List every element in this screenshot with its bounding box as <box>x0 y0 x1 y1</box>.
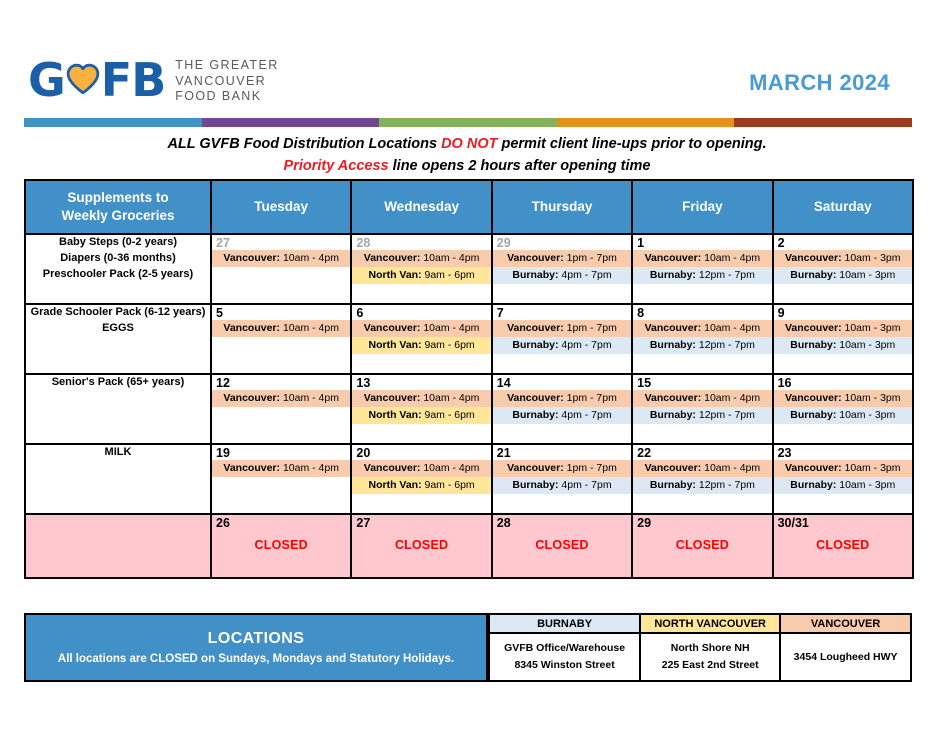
column-header-saturday: Saturday <box>773 180 913 234</box>
event-location: Burnaby: <box>649 479 699 492</box>
event-location: Burnaby: <box>790 409 840 422</box>
distribution-event <box>633 407 771 424</box>
supplement-line: Diapers (0-36 months) <box>60 251 176 264</box>
calendar-day-cell-closed[interactable] <box>351 514 491 578</box>
event-time: 10am - 4pm <box>282 322 339 335</box>
event-time: 9am - 6pm <box>424 409 475 422</box>
location-header-northvan: NORTH VANCOUVER <box>640 614 780 633</box>
event-location: North Van: <box>368 409 425 422</box>
column-header-friday: Friday <box>632 180 772 234</box>
event-time: 10am - 4pm <box>282 252 339 265</box>
event-time: 4pm - 7pm <box>561 339 612 352</box>
locations-banner-subtitle: All locations are CLOSED on Sundays, Mondays and Statutory Holidays. <box>57 653 455 665</box>
locations-address-row <box>489 633 911 681</box>
calendar-day-cell[interactable] <box>211 234 351 304</box>
calendar-day-cell[interactable] <box>492 374 632 444</box>
event-time: 9am - 6pm <box>424 269 475 282</box>
distribution-event <box>352 390 490 407</box>
distribution-event <box>633 477 771 494</box>
gvfb-logo <box>28 53 279 108</box>
day-number: 27 <box>356 516 371 530</box>
supplement-line: Senior's Pack (65+ years) <box>51 376 185 388</box>
event-location: Vancouver: <box>223 392 283 405</box>
locations-header-row <box>489 614 911 633</box>
distribution-event <box>774 250 912 267</box>
event-location: Vancouver: <box>784 392 845 405</box>
distribution-event <box>493 460 631 477</box>
event-time: 12pm - 7pm <box>698 409 755 422</box>
event-location: Burnaby: <box>790 479 840 492</box>
status-badge: CLOSED <box>535 538 589 553</box>
event-time: 4pm - 7pm <box>561 409 612 422</box>
event-location: Burnaby: <box>649 339 699 352</box>
color-bar-segment-3 <box>379 118 557 127</box>
logo-subtitle <box>175 56 278 105</box>
event-location: Vancouver: <box>784 252 845 265</box>
event-time: 10am - 3pm <box>839 409 896 422</box>
calendar-week-row <box>25 304 913 374</box>
calendar-day-cell[interactable] <box>211 374 351 444</box>
distribution-event <box>352 337 490 354</box>
supplement-line: EGGS <box>102 321 134 334</box>
status-badge: CLOSED <box>254 538 308 553</box>
event-location: Vancouver: <box>223 462 283 475</box>
notice-line-2-part-2: line opens 2 hours after opening time <box>388 158 651 175</box>
distribution-event <box>352 250 490 267</box>
calendar-day-cell[interactable] <box>773 234 913 304</box>
calendar-closed-row <box>25 514 913 578</box>
event-time: 10am - 3pm <box>844 252 901 265</box>
logo-subtitle-line-3: FOOD BANK <box>175 89 262 104</box>
event-time: 9am - 6pm <box>424 339 475 352</box>
calendar-week-row <box>25 444 913 514</box>
event-location: North Van: <box>368 479 425 492</box>
event-location: Burnaby: <box>790 269 840 282</box>
calendar-day-cell[interactable] <box>492 234 632 304</box>
column-header-wednesday: Wednesday <box>351 180 491 234</box>
distribution-event <box>774 267 912 284</box>
calendar-day-cell[interactable] <box>351 374 491 444</box>
event-location: Burnaby: <box>512 269 562 282</box>
event-time: 9am - 6pm <box>424 479 475 492</box>
calendar-body <box>25 234 913 578</box>
calendar-day-cell[interactable] <box>351 444 491 514</box>
location-header-vancouver: VANCOUVER <box>780 614 911 633</box>
color-bar-segment-4 <box>557 118 735 127</box>
page-title: MARCH 2024 <box>749 70 890 95</box>
event-time: 10am - 3pm <box>839 339 896 352</box>
locations-table <box>488 613 912 682</box>
event-location: Vancouver: <box>644 322 705 335</box>
calendar-day-cell[interactable] <box>773 374 913 444</box>
distribution-event <box>352 320 490 337</box>
event-location: Burnaby: <box>649 269 699 282</box>
event-location: Burnaby: <box>790 339 840 352</box>
event-location: North Van: <box>368 339 425 352</box>
event-location: Vancouver: <box>507 392 567 405</box>
distribution-event <box>352 460 490 477</box>
event-location: Vancouver: <box>223 322 283 335</box>
locations-footer <box>24 613 912 682</box>
location-header-burnaby: BURNABY <box>489 614 640 633</box>
column-header-tuesday: Tuesday <box>211 180 351 234</box>
locations-banner-title: LOCATIONS <box>207 630 305 647</box>
color-bar-segment-1 <box>24 118 202 127</box>
address-line-1: North Shore NH <box>670 642 750 655</box>
supplement-cell <box>25 444 211 514</box>
distribution-event <box>352 407 490 424</box>
notice-line-1-part-1: ALL GVFB Food Distribution Locations <box>167 136 442 152</box>
day-number: 21 <box>496 446 511 460</box>
event-time: 1pm - 7pm <box>566 252 617 265</box>
color-bar-segment-5 <box>734 118 912 127</box>
day-number: 20 <box>356 446 371 460</box>
supplement-cell <box>25 234 211 304</box>
event-time: 1pm - 7pm <box>566 322 617 335</box>
column-header-thursday: Thursday <box>492 180 632 234</box>
distribution-event <box>493 267 631 284</box>
calendar-week-row <box>25 234 913 304</box>
supplement-line: Preschooler Pack (2-5 years) <box>42 267 194 280</box>
distribution-event <box>774 320 912 337</box>
day-number: 5 <box>216 306 223 320</box>
event-time: 12pm - 7pm <box>698 479 755 492</box>
event-time: 10am - 4pm <box>704 462 761 475</box>
day-number: 27 <box>216 236 230 250</box>
event-location: Vancouver: <box>644 252 705 265</box>
distribution-event <box>774 337 912 354</box>
day-number: 26 <box>216 516 230 530</box>
day-number: 6 <box>356 306 364 320</box>
event-time: 10am - 4pm <box>423 462 480 475</box>
day-number: 15 <box>637 376 652 390</box>
distribution-event <box>493 320 631 337</box>
distribution-event <box>212 460 350 477</box>
supplement-cell-empty <box>25 514 211 578</box>
event-location: Vancouver: <box>363 392 424 405</box>
distribution-event <box>774 477 912 494</box>
distribution-event <box>633 267 771 284</box>
address-line-1: 3454 Lougheed HWY <box>793 650 898 663</box>
location-address-northvan <box>640 633 780 681</box>
supplement-line: MILK <box>104 446 132 458</box>
event-location: Vancouver: <box>507 252 567 265</box>
event-time: 1pm - 7pm <box>566 462 617 475</box>
event-time: 10am - 3pm <box>839 479 896 492</box>
calendar-day-cell-closed[interactable] <box>632 514 772 578</box>
distribution-event <box>352 477 490 494</box>
event-time: 10am - 3pm <box>844 392 901 405</box>
status-badge: CLOSED <box>675 538 730 553</box>
logo-subtitle-line-2: VANCOUVER <box>175 73 267 88</box>
calendar-day-cell[interactable] <box>492 444 632 514</box>
supplement-line: Grade Schooler Pack (6-12 years) <box>30 306 206 318</box>
event-time: 10am - 4pm <box>282 392 339 405</box>
calendar-day-cell[interactable] <box>211 444 351 514</box>
distribution-event <box>493 390 631 407</box>
logo-subtitle-line-1: THE GREATER <box>175 58 279 72</box>
day-number: 29 <box>496 236 511 250</box>
calendar-day-cell[interactable] <box>632 374 772 444</box>
column-header-supplements <box>25 180 211 234</box>
day-number: 2 <box>777 236 785 250</box>
day-number: 13 <box>356 376 371 390</box>
event-location: North Van: <box>368 269 425 282</box>
logo-letter-g: G <box>28 53 65 108</box>
distribution-event <box>774 407 912 424</box>
color-bar-segment-2 <box>202 118 380 127</box>
calendar-table <box>24 179 914 579</box>
calendar-day-cell[interactable] <box>632 234 772 304</box>
distribution-event <box>212 320 350 337</box>
calendar-day-cell-closed[interactable] <box>211 514 351 578</box>
day-number: 14 <box>496 376 511 390</box>
event-location: Vancouver: <box>784 322 845 335</box>
event-location: Vancouver: <box>644 462 705 475</box>
distribution-event <box>493 250 631 267</box>
address-line-2: 225 East 2nd Street <box>661 659 759 671</box>
distribution-event <box>493 407 631 424</box>
locations-banner <box>24 613 488 682</box>
brand-color-bar <box>24 118 912 127</box>
calendar-day-cell-closed[interactable] <box>773 514 913 578</box>
event-time: 12pm - 7pm <box>698 269 755 282</box>
address-line-1: GVFB Office/Warehouse <box>504 642 626 655</box>
event-time: 4pm - 7pm <box>561 269 612 282</box>
event-time: 10am - 3pm <box>839 269 896 282</box>
distribution-event <box>633 337 771 354</box>
event-location: Vancouver: <box>644 392 705 405</box>
day-number: 28 <box>496 516 511 530</box>
supplements-head-line-2: Weekly Groceries <box>61 208 175 223</box>
notice-do-not: DO NOT <box>441 136 498 152</box>
event-time: 10am - 4pm <box>423 392 480 405</box>
event-time: 12pm - 7pm <box>698 339 755 352</box>
event-location: Vancouver: <box>363 252 424 265</box>
day-number: 7 <box>496 306 504 320</box>
calendar-day-cell[interactable] <box>351 234 491 304</box>
event-location: Burnaby: <box>649 409 699 422</box>
distribution-event <box>633 390 771 407</box>
distribution-event <box>352 267 490 284</box>
event-location: Vancouver: <box>507 322 567 335</box>
calendar-day-cell[interactable] <box>211 304 351 374</box>
supplements-head-line-1: Supplements to <box>67 189 169 205</box>
logo-letters-fb: FB <box>100 53 166 108</box>
event-time: 10am - 4pm <box>704 322 761 335</box>
supplement-cell <box>25 304 211 374</box>
distribution-event <box>633 250 771 267</box>
distribution-event <box>774 460 912 477</box>
event-time: 10am - 4pm <box>282 462 339 475</box>
location-address-vancouver <box>780 633 911 681</box>
calendar-day-cell[interactable] <box>632 304 772 374</box>
event-time: 10am - 4pm <box>423 322 480 335</box>
notice-line-2 <box>0 155 934 177</box>
distribution-event <box>633 460 771 477</box>
day-number: 9 <box>777 306 785 320</box>
calendar-day-cell-closed[interactable] <box>492 514 632 578</box>
distribution-event <box>212 390 350 407</box>
notice-line-1 <box>0 133 934 155</box>
day-number: 16 <box>777 376 792 390</box>
event-location: Burnaby: <box>512 339 562 352</box>
day-number: 28 <box>356 236 371 250</box>
event-location: Vancouver: <box>363 322 424 335</box>
calendar-week-row <box>25 374 913 444</box>
day-number: 29 <box>637 516 652 530</box>
calendar-day-cell[interactable] <box>632 444 772 514</box>
event-location: Burnaby: <box>512 409 562 422</box>
day-number: 23 <box>777 446 792 460</box>
heart-icon <box>66 62 100 96</box>
event-location: Vancouver: <box>507 462 567 475</box>
event-location: Burnaby: <box>512 479 562 492</box>
distribution-event <box>633 320 771 337</box>
location-address-burnaby <box>489 633 640 681</box>
calendar-day-cell[interactable] <box>351 304 491 374</box>
distribution-event <box>493 477 631 494</box>
event-time: 1pm - 7pm <box>566 392 617 405</box>
event-time: 4pm - 7pm <box>561 479 612 492</box>
supplement-line: Baby Steps (0-2 years) <box>59 236 177 248</box>
day-number: 1 <box>637 236 645 250</box>
calendar-header-row <box>25 180 913 234</box>
event-time: 10am - 3pm <box>844 462 901 475</box>
calendar-day-cell[interactable] <box>773 444 913 514</box>
day-number: 12 <box>216 376 230 390</box>
calendar-day-cell[interactable] <box>773 304 913 374</box>
notice-line-1-part-2: permit client line-ups prior to opening. <box>497 136 767 152</box>
day-number: 22 <box>637 446 652 460</box>
distribution-event <box>774 390 912 407</box>
logo-mark <box>28 53 166 108</box>
status-badge: CLOSED <box>816 538 870 553</box>
supplement-cell <box>25 374 211 444</box>
distribution-event <box>493 337 631 354</box>
page-header <box>0 0 934 112</box>
notice-priority-access: Priority Access <box>283 158 389 175</box>
event-location: Vancouver: <box>784 462 845 475</box>
event-time: 10am - 4pm <box>704 252 761 265</box>
day-number: 30/31 <box>777 516 809 530</box>
event-location: Vancouver: <box>223 252 283 265</box>
calendar-day-cell[interactable] <box>492 304 632 374</box>
address-line-2: 8345 Winston Street <box>514 659 615 671</box>
event-time: 10am - 4pm <box>423 252 480 265</box>
day-number: 8 <box>637 306 645 320</box>
status-badge: CLOSED <box>394 538 449 553</box>
day-number: 19 <box>216 446 230 460</box>
event-time: 10am - 4pm <box>704 392 761 405</box>
event-location: Vancouver: <box>363 462 424 475</box>
distribution-event <box>212 250 350 267</box>
notice-banner <box>0 133 934 178</box>
event-time: 10am - 3pm <box>844 322 901 335</box>
